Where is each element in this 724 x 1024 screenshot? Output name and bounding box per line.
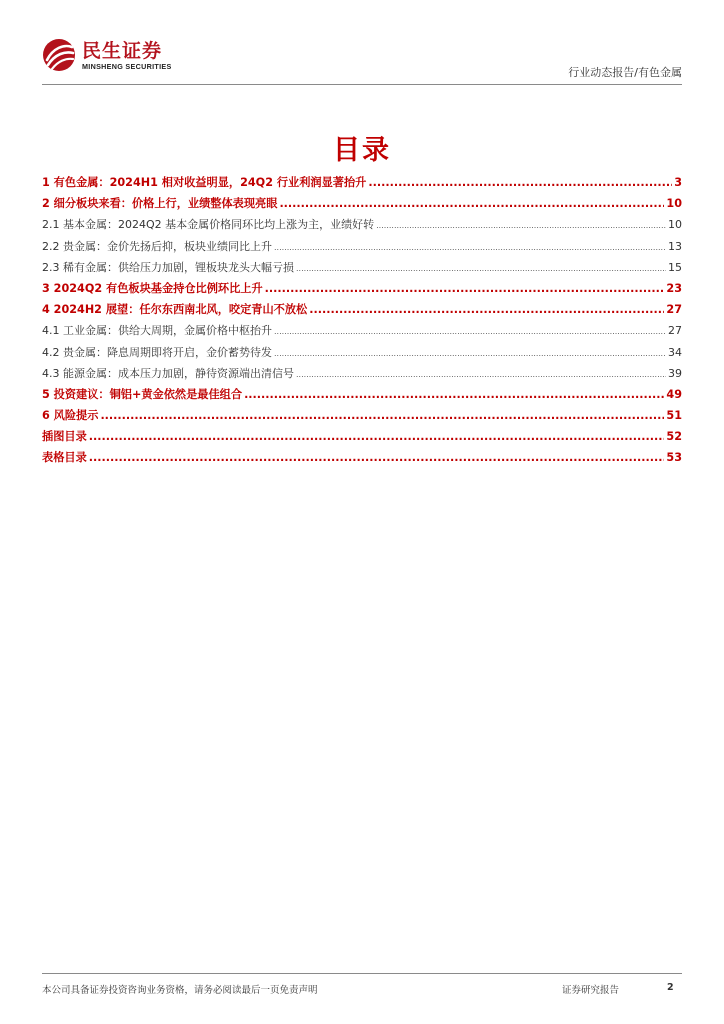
toc-entry[interactable] [42, 428, 682, 449]
toc-entry-page: 52 [666, 430, 682, 444]
toc-entry-label: 4.2 贵金属：降息周期即将开启，金价蓄势待发 [42, 345, 272, 359]
toc-entry-label: 6 风险提示 [42, 409, 99, 423]
page-number: 2 [667, 982, 674, 993]
toc-entry-page: 49 [666, 387, 682, 401]
toc-entry-label: 3 2024Q2 有色板块基金持仓比例环比上升 [42, 281, 263, 295]
toc-entry-page: 3 [674, 176, 682, 189]
toc-entry[interactable] [42, 301, 682, 322]
footer-doc-type: 证券研究报告 [562, 985, 620, 996]
company-logo [42, 38, 172, 72]
toc-entry-label: 表格目录 [42, 451, 87, 465]
logo-chinese-name: 民生证券 [82, 39, 163, 62]
toc-leader-dots [368, 176, 672, 189]
toc-entry-page: 39 [668, 366, 682, 380]
header-divider [42, 84, 682, 85]
toc-entry-label: 2 细分板块来看：价格上行，业绩整体表现亮眼 [42, 197, 278, 211]
toc-leader-dots [100, 409, 664, 422]
toc-entry-label: 4 2024H2 展望：任尔东西南北风，咬定青山不放松 [42, 303, 308, 317]
toc-entry[interactable] [42, 344, 682, 365]
toc-entry-page: 27 [666, 303, 682, 317]
toc-leader-dots [296, 264, 666, 273]
toc-entry[interactable] [42, 365, 682, 386]
logo-english-name: MINSHENG SECURITIES [82, 61, 172, 71]
footer-disclaimer: 本公司具备证券投资咨询业务资格，请务必阅读最后一页免责声明 [42, 985, 318, 996]
toc-entry-page: 13 [668, 239, 682, 253]
toc-entry[interactable] [42, 407, 682, 428]
toc-entry-label: 2.1 基本金属：2024Q2 基本金属价格同环比均上涨为主，业绩好转 [42, 218, 375, 232]
toc-entry-page: 34 [668, 345, 682, 359]
toc-entry-label: 5 投资建议：铜铝+黄金依然是最佳组合 [42, 387, 243, 401]
toc-entry-page: 51 [666, 409, 682, 423]
toc-entry[interactable] [42, 259, 682, 280]
toc-entry[interactable] [42, 195, 682, 216]
toc-leader-dots [296, 370, 666, 379]
footer-divider [42, 973, 682, 974]
toc-entry-page: 53 [666, 451, 682, 465]
toc-entry[interactable] [42, 174, 682, 195]
toc-entry[interactable] [42, 216, 682, 237]
toc-entry-label: 插图目录 [42, 430, 87, 444]
toc-leader-dots [274, 327, 666, 336]
toc-leader-dots [265, 282, 665, 295]
toc-leader-dots [274, 349, 666, 358]
table-of-contents [42, 174, 682, 471]
toc-entry-page: 23 [666, 281, 682, 295]
toc-entry-page: 10 [666, 197, 682, 211]
toc-entry-page: 27 [668, 324, 682, 338]
toc-entry[interactable] [42, 386, 682, 407]
toc-leader-dots [274, 243, 666, 252]
minsheng-logo-icon [42, 38, 76, 72]
toc-leader-dots [89, 451, 665, 464]
toc-entry-label: 2.3 稀有金属：供给压力加剧，锂板块龙头大幅亏损 [42, 260, 294, 274]
toc-leader-dots [89, 430, 665, 443]
toc-entry[interactable] [42, 238, 682, 259]
report-category: 行业动态报告/有色金属 [568, 66, 682, 79]
page-header [42, 38, 682, 84]
toc-entry-label: 1 有色金属：2024H1 相对收益明显，24Q2 行业利润显著抬升 [42, 176, 367, 189]
toc-entry-page: 10 [668, 218, 682, 232]
toc-entry-label: 2.2 贵金属：金价先扬后抑，板块业绩同比上升 [42, 239, 272, 253]
toc-entry[interactable] [42, 280, 682, 301]
toc-entry-label: 4.1 工业金属：供给大周期，金属价格中枢抬升 [42, 324, 272, 338]
toc-leader-dots [309, 303, 664, 316]
toc-entry[interactable] [42, 322, 682, 343]
toc-leader-dots [244, 388, 664, 401]
toc-entry[interactable] [42, 449, 682, 470]
toc-leader-dots [376, 221, 666, 230]
toc-leader-dots [279, 197, 664, 210]
toc-title: 目录 [333, 135, 391, 166]
toc-entry-label: 4.3 能源金属：成本压力加剧，静待资源端出清信号 [42, 366, 294, 380]
toc-entry-page: 15 [668, 260, 682, 274]
